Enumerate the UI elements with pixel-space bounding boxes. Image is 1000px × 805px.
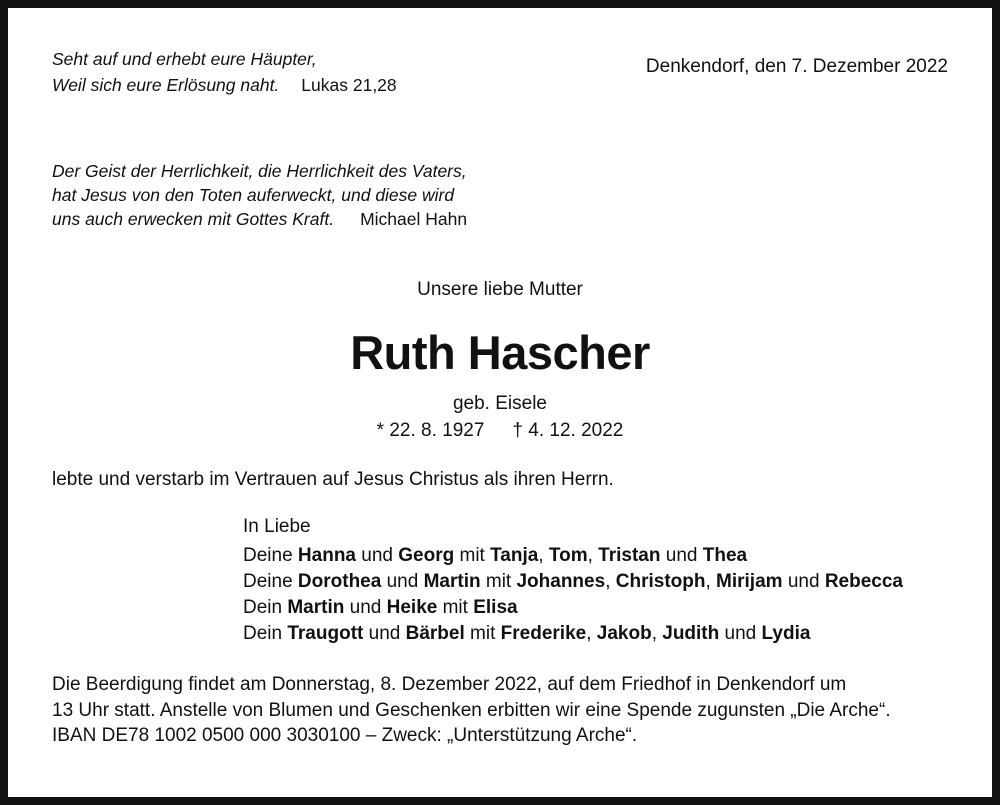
- verse-1-line-2: [52, 73, 397, 97]
- mourner-name: Christoph: [615, 571, 706, 592]
- verse-2-line-3: [52, 207, 467, 231]
- mourner-name: Lydia: [761, 623, 811, 644]
- mourner-name: Dorothea: [297, 571, 382, 592]
- mourner-connector: ,: [587, 545, 599, 566]
- mourner-name: Elisa: [473, 597, 518, 618]
- death-date: † 4. 12. 2022: [512, 420, 624, 441]
- mourner-line: [243, 622, 810, 646]
- mourner-connector: und: [344, 597, 387, 618]
- mourners-intro: In Liebe: [243, 516, 311, 537]
- mourner-connector: und: [660, 545, 703, 566]
- mourner-name: Heike: [386, 597, 438, 618]
- mourner-connector: ,: [538, 545, 549, 566]
- mourner-name: Hanna: [297, 545, 356, 566]
- mourner-name: Tom: [548, 545, 588, 566]
- mourner-connector: und: [381, 571, 424, 592]
- verse-2-text: uns auch erwecken mit Gottes Kraft.: [52, 209, 335, 229]
- mourner-connector: Dein: [243, 623, 288, 644]
- intro-text: Unsere liebe Mutter: [417, 279, 583, 300]
- life-dates: [0, 419, 1000, 443]
- mourner-name: Rebecca: [824, 571, 903, 592]
- birth-date: * 22. 8. 1927: [376, 420, 485, 441]
- mourner-connector: und: [356, 545, 399, 566]
- mourner-line: [243, 596, 518, 620]
- verse-2-author: Michael Hahn: [360, 209, 468, 229]
- mourner-name: Jakob: [596, 623, 652, 644]
- mourner-connector: ,: [586, 623, 597, 644]
- mourner-name: Tanja: [490, 545, 539, 566]
- mourner-connector: und: [363, 623, 406, 644]
- mourner-name: Tristan: [598, 545, 661, 566]
- mourner-connector: mit: [454, 545, 491, 566]
- maiden-name: geb. Eisele: [452, 393, 547, 414]
- mourner-line: [243, 570, 903, 594]
- mourner-name: Martin: [287, 597, 345, 618]
- mourner-connector: ,: [705, 571, 717, 592]
- verse-1-reference: Lukas 21,28: [301, 75, 397, 95]
- verse-1-line-1: Seht auf und erhebt eure Häupter,: [52, 49, 317, 69]
- mourner-connector: und: [719, 623, 762, 644]
- mourner-name: Judith: [662, 623, 720, 644]
- verse-1-text: Weil sich eure Erlösung naht.: [52, 75, 280, 95]
- place-date: Denkendorf, den 7. Dezember 2022: [645, 56, 948, 77]
- funeral-line-2: 13 Uhr statt. Anstelle von Blumen und Geschenken erbitten wir eine Spende zugunsten „Die Arche“.: [52, 700, 891, 721]
- mourner-connector: Dein: [243, 597, 288, 618]
- mourner-connector: mit: [437, 597, 474, 618]
- mourner-name: Thea: [702, 545, 748, 566]
- deceased-name: Ruth Hascher: [350, 326, 650, 379]
- mourner-name: Johannes: [516, 571, 606, 592]
- funeral-line-3: IBAN DE78 1002 0500 000 3030100 – Zweck: „Unterstützung Arche“.: [52, 725, 638, 746]
- mourner-connector: mit: [480, 571, 517, 592]
- mourner-name: Georg: [398, 545, 455, 566]
- mourner-name: Mirijam: [716, 571, 783, 592]
- mourner-connector: ,: [651, 623, 663, 644]
- mourner-name: Martin: [423, 571, 481, 592]
- mourner-connector: Deine: [243, 571, 298, 592]
- mourner-connector: und: [782, 571, 825, 592]
- mourner-connector: ,: [605, 571, 616, 592]
- statement: lebte und verstarb im Vertrauen auf Jesus Christus als ihren Herrn.: [52, 469, 614, 490]
- verse-2-line-2: hat Jesus von den Toten auferweckt, und diese wird: [52, 185, 455, 205]
- funeral-line-1: Die Beerdigung findet am Donnerstag, 8. Dezember 2022, auf dem Friedhof in Denkendorf um: [52, 674, 847, 695]
- mourner-line: [243, 544, 747, 568]
- mourner-name: Bärbel: [405, 623, 465, 644]
- mourner-connector: Deine: [243, 545, 298, 566]
- mourner-connector: mit: [464, 623, 501, 644]
- mourner-name: Frederike: [500, 623, 587, 644]
- mourner-name: Traugott: [287, 623, 364, 644]
- verse-2-line-1: Der Geist der Herrlichkeit, die Herrlichkeit des Vaters,: [52, 161, 467, 181]
